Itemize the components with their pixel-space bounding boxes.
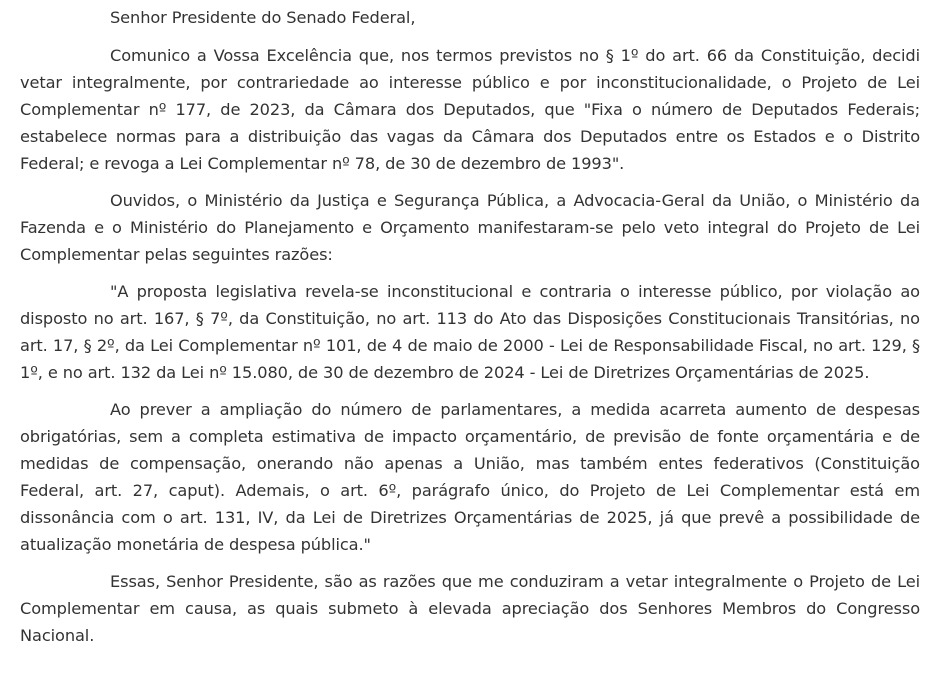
paragraph-veto-communication: Comunico a Vossa Excelência que, nos termos previstos no § 1º do art. 66 da Constituição, decidi vetar integralmente, por contrariedade ao interesse público e por inconstitucionalidade, o Projeto de Lei Complementar nº 177, de 2023, da Câmara dos Deputados, que "Fixa o número de Deputados Federais; estabelece normas para a distribuição das vagas da Câmara dos Deputados entre os Estados e o Distrito Federal; e revoga a Lei Complementar nº 78, de 30 de dezembro de 1993". [20,46,920,173]
paragraph-closing: Essas, Senhor Presidente, são as razões que me conduziram a vetar integralmente o Projeto de Lei Complementar em causa, as quais submeto à elevada apreciação dos Senhores Membros do Congresso Nacional. [20,572,920,645]
paragraph-reasons-quote-2: Ao prever a ampliação do número de parlamentares, a medida acarreta aumento de despesas obrigatórias, sem a completa estimativa de impacto orçamentário, de previsão de fonte orçamentária e de medidas de compensação, onerando não apenas a União, mas também entes federativos (Constituição Federal, art. 27, caput). Ademais, o art. 6º, parágrafo único, do Projeto de Lei Complementar está em dissonância com o art. 131, IV, da Lei de Diretrizes Orçamentárias de 2025, já que prevê a possibilidade de atualização monetária de despesa pública." [20,400,920,554]
document-body [20,4,920,659]
paragraph-reasons-quote-1: "A proposta legislativa revela-se inconstitucional e contraria o interesse público, por violação ao disposto no art. 167, § 7º, da Constituição, no art. 113 do Ato das Disposições Constitucionais Transitórias, no art. 17, § 2º, da Lei Complementar nº 101, de 4 de maio de 2000 - Lei de Responsabilidade Fiscal, no art. 129, § 1º, e no art. 132 da Lei nº 15.080, de 30 de dezembro de 2024 - Lei de Diretrizes Orçamentárias de 2025. [20,282,920,382]
paragraph-ministries-consulted: Ouvidos, o Ministério da Justiça e Segurança Pública, a Advocacia-Geral da União, o Ministério da Fazenda e o Ministério do Planejamento e Orçamento manifestaram-se pelo veto integral do Projeto de Lei Complementar pelas seguintes razões: [20,191,920,264]
salutation: Senhor Presidente do Senado Federal, [110,8,416,27]
